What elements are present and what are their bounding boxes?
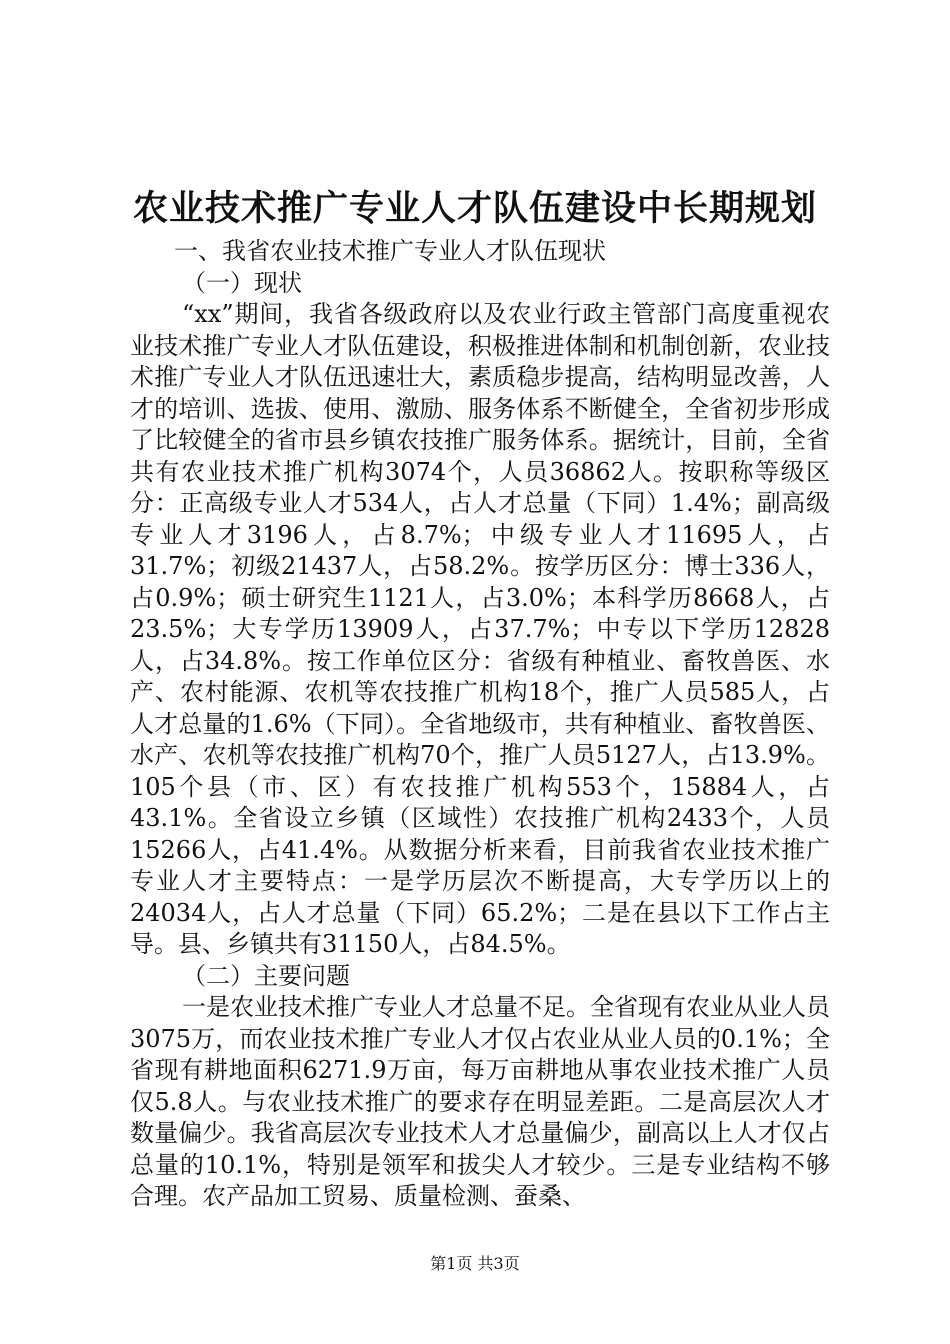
- subsection-heading-problems: （二）主要问题: [182, 961, 350, 990]
- document-title: 农业技术推广专业人才队伍建设中长期规划: [132, 188, 817, 229]
- section-heading: 一、我省农业技术推广专业人才队伍现状: [174, 237, 606, 265]
- paragraph-problems: 一是农业技术推广专业人才总量不足。全省现有农业从业人员3075万，而农业技术推广专业人才仅占农业从业人员的0.1%；全省现有耕地面积6271.9万亩，每万亩耕地从事农业技术推广人员仅5.8人。与农业技术推广的要求存在明显差距。二是高层次人才数量偏少。我省高层次专业技术人才总量偏少，副高以上人才仅占总量的10.1%，特别是领军和拔尖人才较少。三是专业结构不够合理。农产品加工贸易、质量检测、蚕桑、: [130, 993, 830, 1210]
- document-body: [130, 236, 830, 1213]
- subsection-heading-status: （一）现状: [182, 268, 302, 297]
- page-footer: 第1页 共3页: [430, 1254, 520, 1273]
- paragraph-status: “xx”期间，我省各级政府以及农业行政主管部门高度重视农业技术推广专业人才队伍建设，积极推进体制和机制创新，农业技术推广专业人才队伍迅速壮大，素质稳步提高，结构明显改善，人才的培训、选拔、使用、激励、服务体系不断健全，全省初步形成了比较健全的省市县乡镇农技推广服务体系。据统计，目前，全省共有农业技术推广机构3074个，人员36862人。按职称等级区分：正高级专业人才534人，占人才总量（下同）1.4%；副高级专业人才3196人，占8.7%；中级专业人才11695人，占31.7%；初级21437人，占58.2%。按学历区分：博士336人，占0.9%；硕士研究生1121人，占3.0%；本科学历8668人，占23.5%；大专学历13909人，占37.7%；中专以下学历12828人，占34.8%。按工作单位区分：省级有种植业、畜牧兽医、水产、农村能源、农机等农技推广机构18个，推广人员585人，占人才总量的1.6%（下同）。全省地级市，共有种植业、畜牧兽医、水产、农机等农技推广机构70个，推广人员5127人，占13.9%。105个县（市、区）有农技推广机构553个，15884人，占43.1%。全省设立乡镇（区域性）农技推广机构2433个，人员15266人，占41.4%。从数据分析来看，目前我省农业技术推广专业人才主要特点：一是学历层次不断提高，大专学历以上的24034人，占人才总量（下同）65.2%；二是在县以下工作占主导。县、乡镇共有31150人，占84.5%。: [130, 300, 830, 958]
